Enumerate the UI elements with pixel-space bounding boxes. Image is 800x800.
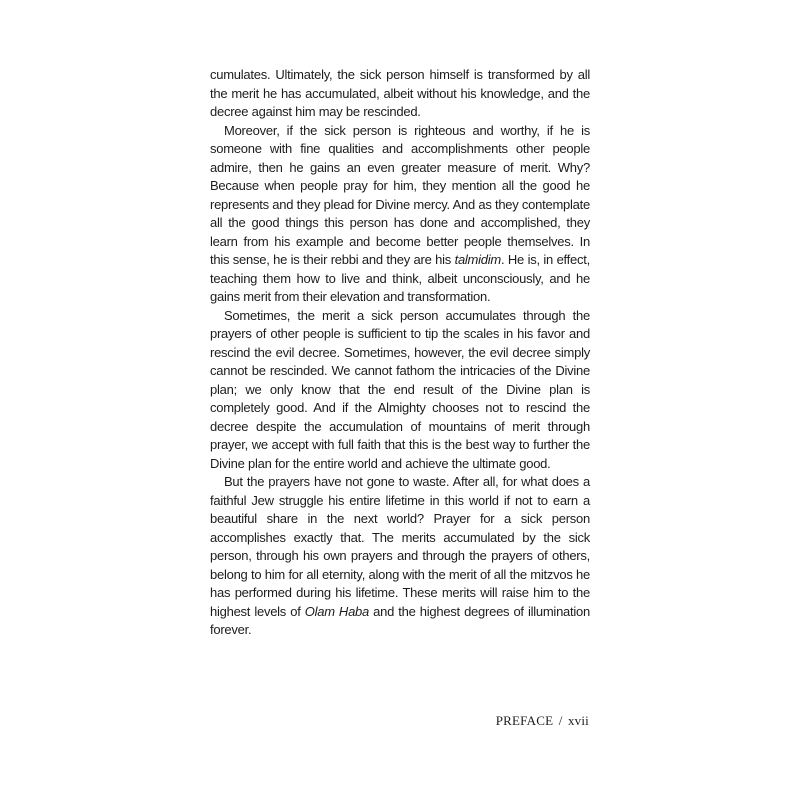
paragraph-4-text-b: and the highest degrees of illumination forever.: [210, 603, 590, 637]
paragraph-2-text-b: . He is, in effect, teaching them how to live and think, albeit unconsciously, and he gains merit from their elevation and transformation.: [210, 252, 590, 304]
paragraph-1-text: cumulates. Ultimately, the sick person himself is transformed by all the merit he has accumulated, albeit without his knowledge, and the decree against him may be rescinded.: [210, 67, 590, 119]
italic-term-olam-haba: Olam Haba: [304, 603, 370, 619]
paragraph-2-text-a: Moreover, if the sick person is righteous and worthy, if he is someone with fine qualities and accomplishments other people admire, then he gains an even greater measure of merit. Why? Because when people pray for him, they mention all the good he represents and they plead for Divine mercy. And as they contemplate all the good things this person has done and accomplished, they learn from his example and become better people themselves. In this sense, he is their rebbi and they are his: [210, 122, 590, 267]
page-number: xvii: [567, 713, 589, 728]
paragraph-3-text: Sometimes, the merit a sick person accumulates through the prayers of other people is sufficient to tip the scales in his favor and rescind the evil decree. Sometimes, however, the evil decree simply cannot be rescinded. We cannot fathom the intricacies of the Divine plan; we only know that the end result of the Divine plan is completely good. And if the Almighty chooses not to rescind the decree despite the accumulation of mountains of merit through prayer, we accept with full faith that this is the best way to further the Divine plan for the entire world and achieve the ultimate good.: [210, 307, 590, 471]
italic-term-talmidim: talmidim: [454, 252, 501, 267]
paragraph-2: [210, 122, 590, 307]
footer-separator: /: [558, 713, 563, 728]
body-text: [210, 66, 590, 640]
running-footer: [496, 713, 589, 729]
paragraph-4: [210, 473, 590, 640]
footer-section-title: PREFACE: [495, 713, 554, 728]
paragraph-4-text-a: But the prayers have not gone to waste. After all, for what does a faithful Jew struggle his entire lifetime in this world if not to earn a beautiful share in the next world? Prayer for a sick person accomplishes exactly that. The merits accumulated by the sick person, through his own prayers and through the prayers of others, belong to him for all eternity, along with the merit of all the mitzvos he has performed during his lifetime. These merits will raise him to the highest levels of: [210, 474, 590, 619]
paragraph-3: [210, 307, 590, 474]
paragraph-1: [210, 66, 590, 122]
